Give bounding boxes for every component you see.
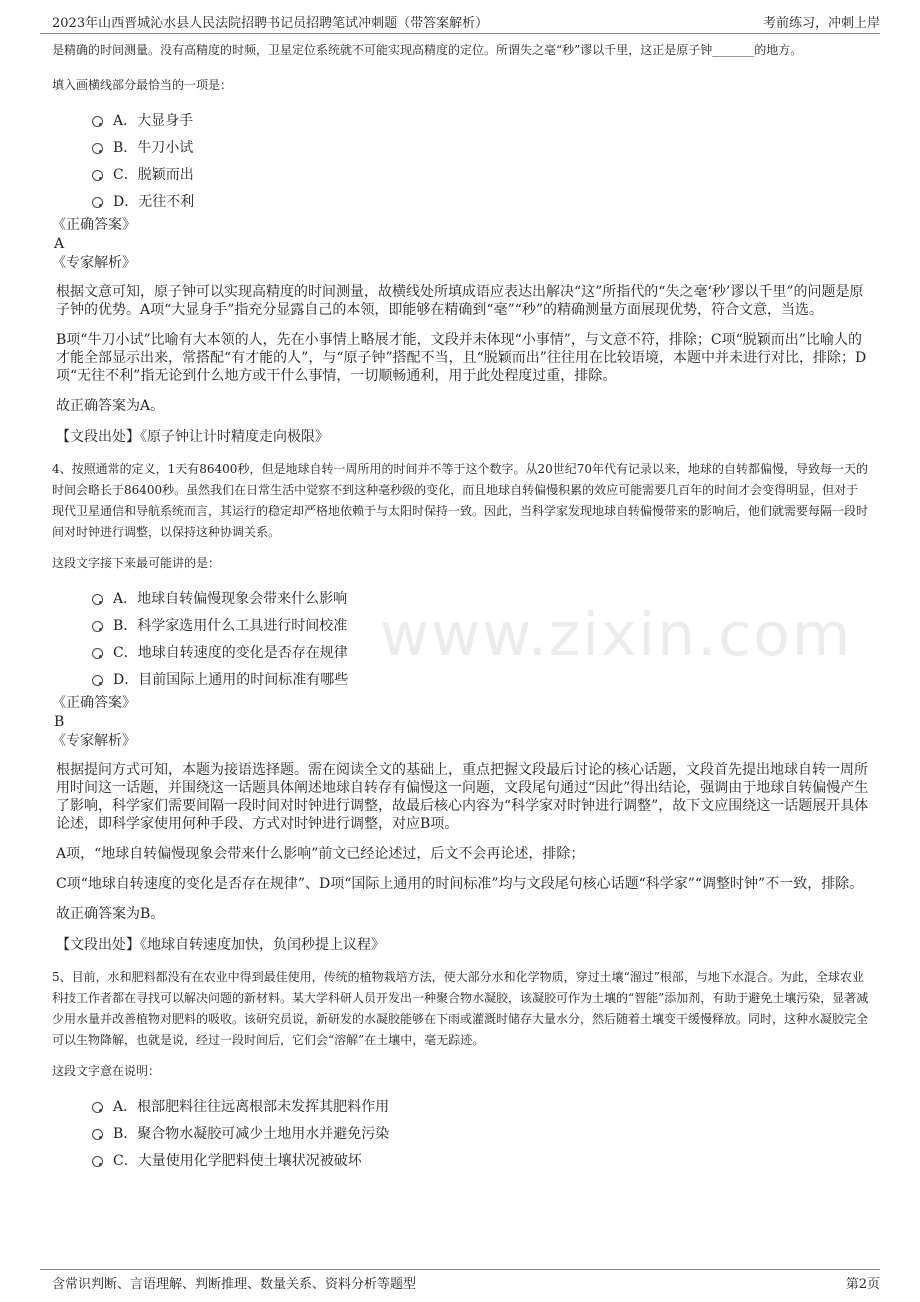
q5-option-b[interactable]: B．聚合物水凝胶可减少土地用水并避免污染: [92, 1119, 870, 1146]
page-content: [52, 40, 870, 1173]
q3-option-c[interactable]: C．脱颖而出: [92, 160, 870, 187]
q4-analysis-label: 《专家解析》: [52, 733, 136, 749]
q3-analysis-2: B项“牛刀小试”比喻有大本领的人，先在小事情上略展才能，文段并未体现“小事情”，与文意不符，排除；C项“脱颖而出”比喻人的才能全部显示出来，常搭配“有才能的人”，与“原子钟”搭配不当，且“脱颖而出”往往用在比较语境，本题中并未进行对比，排除；D项“无往不利”指无论到什么地方或干什么事情，一切顺畅通利，用于此处程度过重，排除。: [56, 332, 867, 384]
q3-correct-label: 《正确答案》: [52, 217, 136, 233]
q4-stem: 4、按照通常的定义，1天有86400秒，但是地球自转一周所用的时间并不等于这个数字。从20世纪70年代有记录以来，地球的自转都偏慢，导致每一天的时间会略长于86400秒。虽然我们在日常生活中觉察不到这种毫秒级的变化，而且地球自转偏慢积累的效应可能需要几百年的时间才会变得明显，但对于现代卫星通信和导航系统而言，其运行的稳定却严格地依赖于与太阳时保持一致。因此，当科学家发现地球自转偏慢带来的影响后，他们就需要每隔一段时间对时钟进行调整，以保持这种协调关系。: [52, 462, 869, 539]
q4-option-b[interactable]: B．科学家选用什么工具进行时间校准: [92, 611, 870, 638]
q4-prompt: 这段文字接下来最可能讲的是：: [52, 556, 221, 570]
q3-prompt: 填入画横线部分最恰当的一项是：: [52, 78, 233, 92]
page-footer: [52, 1271, 880, 1293]
radio-icon[interactable]: [92, 621, 103, 632]
q3-option-a[interactable]: A．大显身手: [92, 106, 870, 133]
q4-conclusion: 故正确答案为B。: [56, 906, 165, 922]
q3-answer: A: [54, 236, 65, 252]
watermark: www.zixin.com: [380, 600, 853, 670]
q3-option-d[interactable]: D．无往不利: [92, 187, 870, 214]
q4-option-a[interactable]: A．地球自转偏慢现象会带来什么影响: [92, 584, 870, 611]
q3-analysis-label: 《专家解析》: [52, 255, 136, 271]
radio-icon[interactable]: [92, 1156, 103, 1167]
q4-answer: B: [54, 714, 65, 730]
q5-prompt: 这段文字意在说明：: [52, 1064, 161, 1078]
q5-stem: 5、目前，水和肥料都没有在农业中得到最佳使用，传统的植物栽培方法，使大部分水和化学物质，穿过土壤“溜过”根部，与地下水混合。为此，全球农业科技工作者都在寻找可以解决问题的新材料。某大学科研人员开发出一种聚合物水凝胶，该凝胶可作为土壤的“智能”添加剂，有助于避免土壤污染，显著减少用水量并改善植物对肥料的吸收。该研究员说，新研发的水凝胶能够在下雨或灌溉时储存大量水分，然后随着土壤变干缓慢释放。同时，这种水凝胶完全可以生物降解，也就是说，经过一段时间后，它们会“溶解”在土壤中，毫无踪迹。: [52, 970, 869, 1047]
radio-icon[interactable]: [92, 648, 103, 659]
q4-option-c[interactable]: C．地球自转速度的变化是否存在规律: [92, 638, 870, 665]
header-slogan: 考前练习，冲刺上岸: [762, 15, 880, 31]
q5-option-c[interactable]: C．大量使用化学肥料使土壤状况被破坏: [92, 1146, 870, 1173]
q4-correct-label: 《正确答案》: [52, 695, 136, 711]
q3-stem: 是精确的时间测量。没有高精度的时频，卫星定位系统就不可能实现高精度的定位。所谓失之毫“秒”谬以千里，这正是原子钟_______的地方。: [52, 43, 803, 57]
radio-icon[interactable]: [92, 1102, 103, 1113]
q3-option-b[interactable]: B．牛刀小试: [92, 133, 870, 160]
q4-analysis-1: 根据提问方式可知，本题为接语选择题。需在阅读全文的基础上，重点把握文段最后讨论的核心话题，文段首先提出地球自转一周所用时间这一话题，并围绕这一话题具体阐述地球自转存有偏慢这一问题，文段尾句通过“因此”得出结论，强调由于地球自转偏慢产生了影响，科学家们需要间隔一段时间对时钟进行调整，故最后核心内容为“科学家对时钟进行调整”，故下文应围绕这一话题展开具体论述，即科学家使用何种手段、方式对时钟进行调整，对应B项。: [56, 762, 869, 832]
q5-option-a[interactable]: A．根部肥料往往远离根部未发挥其肥料作用: [92, 1092, 870, 1119]
q4-analysis-3: C项“地球自转速度的变化是否存在规律”、D项“国际上通用的时间标准”均与文段尾句核心话题“科学家”“调整时钟”不一致，排除。: [56, 876, 864, 892]
page-number: 第2页: [845, 1276, 880, 1292]
page-header: [52, 10, 880, 32]
radio-icon[interactable]: [92, 675, 103, 686]
q4-source: 【文段出处】《地球自转速度加快，负闰秒提上议程》: [56, 937, 385, 953]
footer-divider: [40, 1269, 880, 1270]
q4-analysis-2: A项，“地球自转偏慢现象会带来什么影响”前文已经论述过，后文不会再论述，排除；: [56, 846, 585, 862]
q4-option-d[interactable]: D．目前国际上通用的时间标准有哪些: [92, 665, 870, 692]
header-divider: [40, 33, 880, 34]
document-title: 2023年山西晋城沁水县人民法院招聘书记员招聘笔试冲刺题（带答案解析）: [52, 15, 489, 31]
q3-analysis-1: 根据文意可知，原子钟可以实现高精度的时间测量，故横线处所填成语应表达出解决“这”所指代的“失之毫‘秒’谬以千里”的问题是原子钟的优势。A项“大显身手”指充分显露自己的本领，即能够在精确到“毫”“秒”的精确测量方面展现优势，符合文意，当选。: [56, 284, 864, 318]
q3-source: 【文段出处】《原子钟让计时精度走向极限》: [56, 429, 329, 445]
radio-icon[interactable]: [92, 143, 103, 154]
radio-icon[interactable]: [92, 197, 103, 208]
q3-conclusion: 故正确答案为A。: [56, 398, 165, 414]
radio-icon[interactable]: [92, 116, 103, 127]
radio-icon[interactable]: [92, 170, 103, 181]
radio-icon[interactable]: [92, 594, 103, 605]
radio-icon[interactable]: [92, 1129, 103, 1140]
footer-note: 含常识判断、言语理解、判断推理、数量关系、资料分析等题型: [52, 1276, 417, 1292]
